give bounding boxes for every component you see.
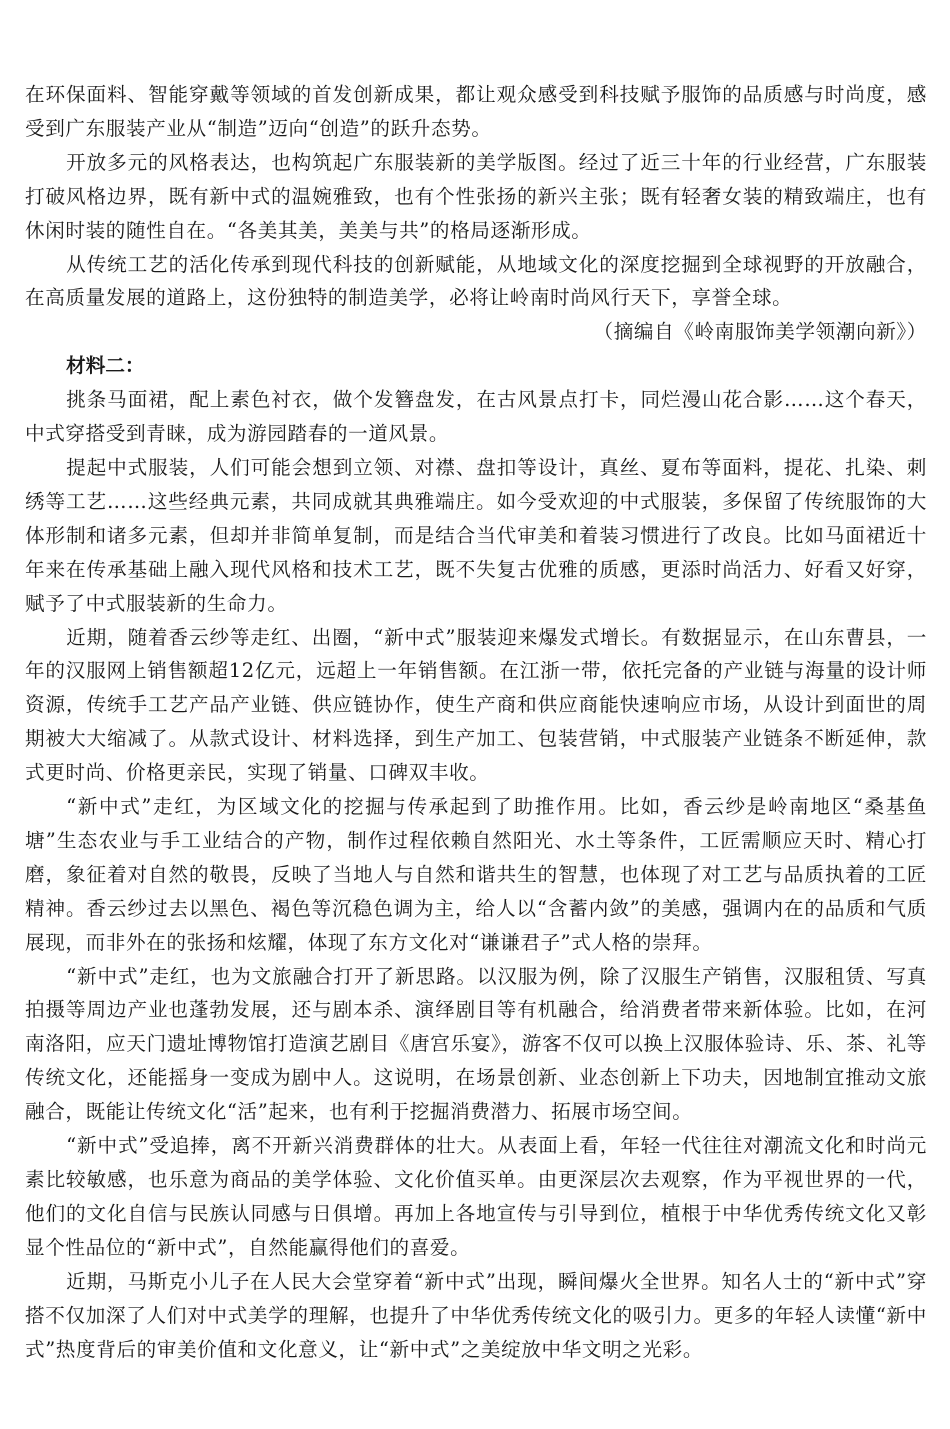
paragraph: 挑条马面裙，配上素色衬衣，做个发簪盘发，在古风景点打卡，同烂漫山花合影……这个春天，中式穿搭受到青睐，成为游园踏春的一道风景。 <box>25 388 927 446</box>
paragraph-material-one-conclusion: 从传统工艺的活化传承到现代科技的创新赋能，从地域文化的深度挖掘到全球视野的开放融合，在高质量发展的道路上，这份独特的制造美学，必将让岭南时尚风行天下，享誉全球。 <box>25 252 927 310</box>
source-citation: （摘编自《岭南服饰美学领潮向新》） <box>593 320 927 344</box>
paragraph-material-one-continued: 在环保面料、智能穿戴等领域的首发创新成果，都让观众感受到科技赋予服饰的品质感与时尚度，感受到广东服装产业从“制造”迈向“创造”的跃升态势。 <box>25 83 927 140</box>
paragraph: 近期，随着香云纱等走红、出圈，“新中式”服装迎来爆发式增长。有数据显示，在山东曹县，一年的汉服网上销售额超12亿元，远超上一年销售额。在江浙一带，依托完备的产业链与海量的设计师资源，传统手工艺产品产业链、供应链协作，使生产商和供应商能快速响应市场，从设计到面世的周期被大大缩减了。从款式设计、材料选择，到生产加工、包装营销，中式服装产业链条不断延伸，款式更时尚、价格更亲民，实现了销量、口碑双丰收。 <box>25 625 927 785</box>
paragraph: “新中式”走红，也为文旅融合打开了新思路。以汉服为例，除了汉服生产销售，汉服租赁、写真拍摄等周边产业也蓬勃发展，还与剧本杀、演绎剧目等有机融合，给消费者带来新体验。比如，在河南洛阳，应天门遗址博物馆打造演艺剧目《唐宫乐宴》，游客不仅可以换上汉服体验诗、乐、茶、礼等传统文化，还能摇身一变成为剧中人。这说明，在场景创新、业态创新上下功夫，因地制宜推动文旅融合，既能让传统文化“活”起来，也有利于挖掘消费潜力、拓展市场空间。 <box>25 964 927 1124</box>
paragraph: “新中式”受追捧，离不开新兴消费群体的壮大。从表面上看，年轻一代往往对潮流文化和时尚元素比较敏感，也乐意为商品的美学体验、文化价值买单。由更深层次去观察，作为平视世界的一代，他们的文化自信与民族认同感与日俱增。再加上各地宣传与引导到位，植根于中华优秀传统文化又彰显个性品位的“新中式”，自然能赢得他们的喜爱。 <box>25 1134 927 1259</box>
paragraph: 近期，马斯克小儿子在人民大会堂穿着“新中式”出现，瞬间爆火全世界。知名人士的“新中式”穿搭不仅加深了人们对中式美学的理解，也提升了中华优秀传统文化的吸引力。更多的年轻人读懂“新中式”热度背后的审美价值和文化意义，让“新中式”之美绽放中华文明之光彩。 <box>25 1269 927 1361</box>
document-page <box>25 78 927 1366</box>
section-heading-material-two: 材料二： <box>66 354 145 378</box>
paragraph: 提起中式服装，人们可能会想到立领、对襟、盘扣等设计，真丝、夏布等面料，提花、扎染、刺绣等工艺……这些经典元素，共同成就其典雅端庄。如今受欢迎的中式服装，多保留了传统服饰的大体形制和诸多元素，但却并非简单复制，而是结合当代审美和着装习惯进行了改良。比如马面裙近十年来在传承基础上融入现代风格和技术工艺，既不失复古优雅的质感，更添时尚活力、好看又好穿，赋予了中式服装新的生命力。 <box>25 455 927 615</box>
paragraph-material-one-style: 开放多元的风格表达，也构筑起广东服装新的美学版图。经过了近三十年的行业经营，广东服装打破风格边界，既有新中式的温婉雅致，也有个性张扬的新兴主张；既有轻奢女装的精致端庄，也有休闲时装的随性自在。“各美其美，美美与共”的格局逐渐形成。 <box>25 150 927 242</box>
paragraph: “新中式”走红，为区域文化的挖掘与传承起到了助推作用。比如，香云纱是岭南地区“桑基鱼塘”生态农业与手工业结合的产物，制作过程依赖自然阳光、水土等条件，工匠需顺应天时、精心打磨，象征着对自然的敬畏，反映了当地人与自然和谐共生的智慧，也体现了对工艺与品质执着的工匠精神。香云纱过去以黑色、褐色等沉稳色调为主，给人以“含蓄内敛”的美感，强调内在的品质和气质展现，而非外在的张扬和炫耀，体现了东方文化对“谦谦君子”式人格的崇拜。 <box>25 795 927 954</box>
